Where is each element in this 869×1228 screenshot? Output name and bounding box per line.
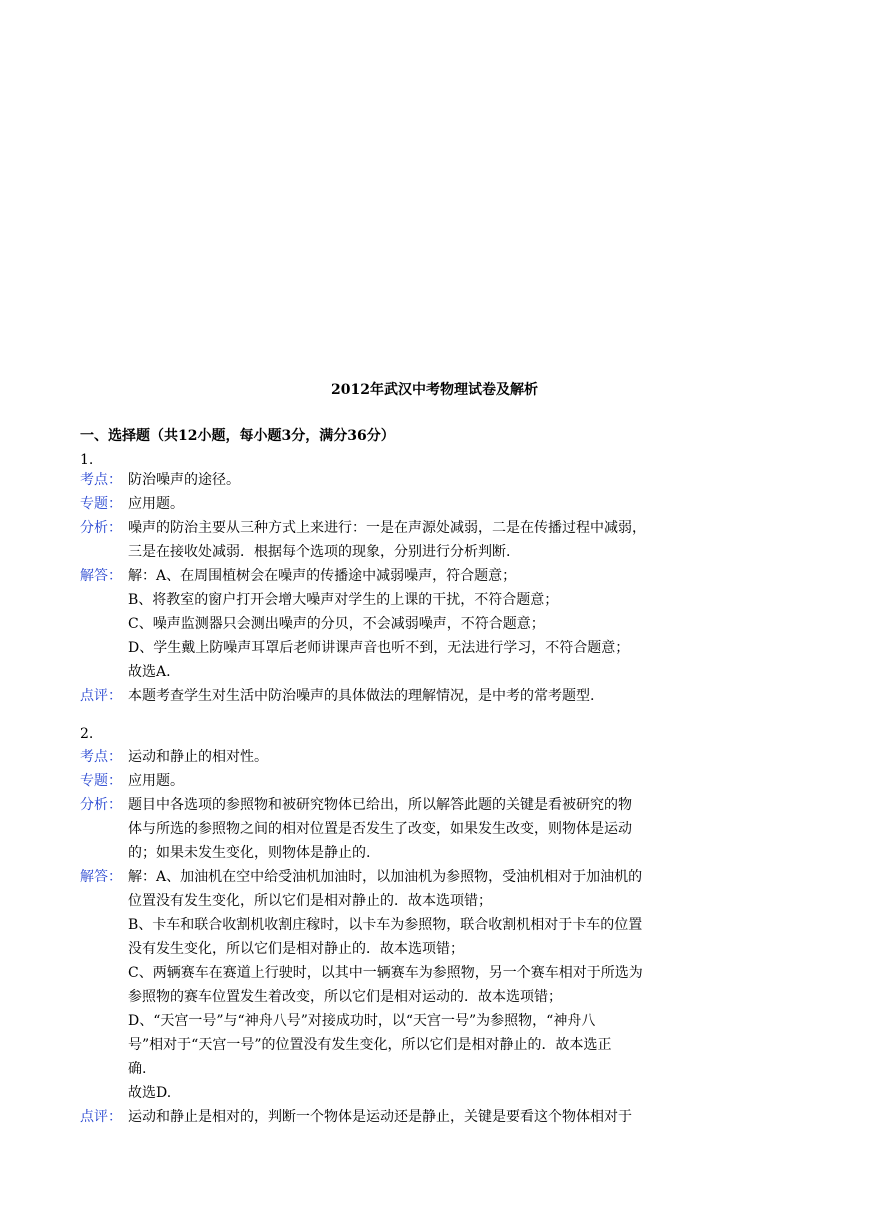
- document-title: 2012年武汉中考物理试卷及解析: [331, 382, 538, 398]
- fenxi-line: 体与所选的参照物之间的相对位置是否发生了改变，如果发生改变，则物体是运动: [128, 821, 632, 837]
- kaodian-label: 考点：: [80, 472, 122, 488]
- jieda-line: 号”相对于“天宫一号”的位置没有发生变化，所以它们是相对静止的．故本选正: [128, 1037, 612, 1053]
- fenxi-line: 噪声的防治主要从三种方式上来进行：一是在声源处减弱，二是在传播过程中减弱，: [128, 520, 646, 536]
- jieda-line: 位置没有发生变化，所以它们是相对静止的．故本选项错；: [128, 893, 492, 909]
- dianping-row: [80, 684, 700, 708]
- fenxi-line: 题目中各选项的参照物和被研究物体已给出，所以解答此题的关键是看被研究的物: [128, 797, 632, 813]
- zhuanti-row: [80, 769, 700, 793]
- zhuanti-text: 应用题。: [128, 773, 184, 789]
- zhuanti-label: 专题：: [80, 496, 122, 512]
- jieda-line: 没有发生变化，所以它们是相对静止的．故本选项错；: [128, 941, 464, 957]
- jieda-label: 解答：: [80, 869, 122, 885]
- jieda-line: B、将教室的窗户打开会增大噪声对学生的上课的干扰，不符合题意；: [128, 592, 559, 608]
- question-number: 1.: [80, 452, 94, 468]
- jieda-line: D、“天宫一号”与“神舟八号”对接成功时，以“天宫一号”为参照物，“神舟八: [128, 1013, 596, 1029]
- jieda-row: [80, 564, 700, 684]
- jieda-line: 故选D.: [128, 1085, 172, 1101]
- jieda-line: C、两辆赛车在赛道上行驶时，以其中一辆赛车为参照物，另一个赛车相对于所选为: [128, 965, 643, 981]
- zhuanti-row: [80, 492, 700, 516]
- jieda-line: 解：A、加油机在空中给受油机加油时，以加油机为参照物，受油机相对于加油机的: [128, 869, 643, 885]
- kaodian-row: [80, 468, 700, 492]
- jieda-line: 参照物的赛车位置发生着改变，所以它们是相对运动的．故本选项错；: [128, 989, 562, 1005]
- section-heading: 一、选择题（共12小题，每小题3分，满分36分）: [80, 428, 395, 444]
- question-1-analysis: [80, 468, 700, 708]
- dianping-text: 运动和静止是相对的，判断一个物体是运动还是静止，关键是要看这个物体相对于: [128, 1109, 632, 1125]
- jieda-label: 解答：: [80, 568, 122, 584]
- jieda-line: C、噪声监测器只会测出噪声的分贝，不会减弱噪声，不符合题意；: [128, 616, 545, 632]
- kaodian-label: 考点：: [80, 749, 122, 765]
- fenxi-label: 分析：: [80, 797, 122, 813]
- dianping-label: 点评：: [80, 688, 122, 704]
- jieda-row: [80, 865, 700, 1105]
- dianping-text: 本题考查学生对生活中防治噪声的具体做法的理解情况，是中考的常考题型.: [128, 688, 595, 704]
- zhuanti-label: 专题：: [80, 773, 122, 789]
- kaodian-text: 防治噪声的途径。: [128, 472, 240, 488]
- dianping-row: [80, 1105, 700, 1129]
- jieda-line: 解：A、在周围植树会在噪声的传播途中减弱噪声，符合题意；: [128, 568, 517, 584]
- dianping-label: 点评：: [80, 1109, 122, 1125]
- fenxi-row: [80, 793, 700, 865]
- kaodian-text: 运动和静止的相对性。: [128, 749, 268, 765]
- fenxi-row: [80, 516, 700, 564]
- question-2-analysis: [80, 745, 700, 1129]
- fenxi-line: 三是在接收处减弱．根据每个选项的现象，分别进行分析判断.: [128, 544, 511, 560]
- jieda-line: 确.: [128, 1061, 147, 1077]
- jieda-line: D、学生戴上防噪声耳罩后老师讲课声音也听不到，无法进行学习，不符合题意；: [128, 640, 630, 656]
- jieda-line: B、卡车和联合收割机收割庄稼时，以卡车为参照物，联合收割机相对于卡车的位置: [128, 917, 643, 933]
- zhuanti-text: 应用题。: [128, 496, 184, 512]
- fenxi-line: 的；如果未发生变化，则物体是静止的.: [128, 845, 371, 861]
- kaodian-row: [80, 745, 700, 769]
- question-number: 2.: [80, 726, 94, 742]
- jieda-line: 故选A.: [128, 664, 171, 680]
- fenxi-label: 分析：: [80, 520, 122, 536]
